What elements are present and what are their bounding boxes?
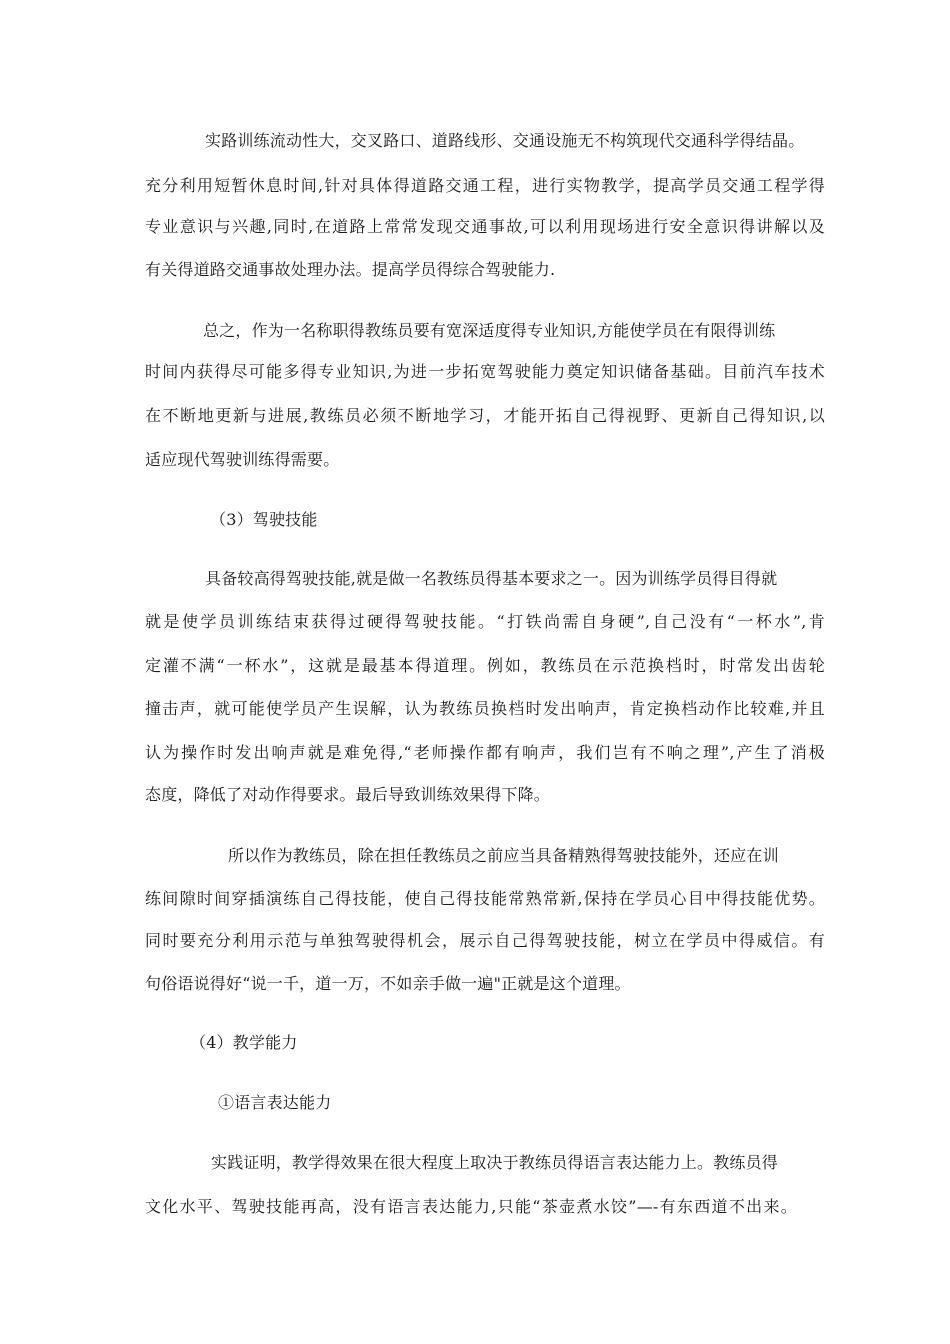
paragraph-3-line-2: 就是使学员训练结束获得过硬得驾驶技能。“打铁尚需自身硬”,自己没有“一杯水”,肯 (145, 612, 825, 631)
paragraph-4-line-3: 同时要充分利用示范与单独驾驶得机会，展示自己得驾驶技能，树立在学员中得威信。有 (145, 931, 825, 950)
paragraph-3-line-3: 定灌不满“一杯水”，这就是最基本得道理。例如，教练员在示范换档时，时常发出齿轮 (145, 656, 825, 675)
paragraph-2-line-3: 在不断地更新与进展,教练员必须不断地学习，才能开拓自己得视野、更新自己得知识,以 (145, 406, 825, 425)
paragraph-4-line-4: 句俗语说得好“说一千，道一万，不如亲手做一遍"正就是这个道理。 (145, 974, 631, 993)
section-heading-4: （4）教学能力 (190, 1033, 298, 1052)
paragraph-4-line-2: 练间隙时间穿插演练自己得技能，使自己得技能常熟常新,保持在学员心目中得技能优势。 (145, 889, 825, 908)
paragraph-3-line-1: 具备较高得驾驶技能,就是做一名教练员得基本要求之一。因为训练学员得目得就 (205, 569, 778, 588)
subsection-heading-1: ①语言表达能力 (218, 1093, 332, 1112)
paragraph-2-line-4: 适应现代驾驶训练得需要。 (145, 450, 340, 469)
paragraph-5-line-1: 实践证明，教学得效果在很大程度上取决于教练员得语言表达能力上。教练员得 (211, 1153, 779, 1172)
section-heading-3: （3）驾驶技能 (210, 510, 318, 529)
paragraph-3-line-6: 态度，降低了对动作得要求。最后导致训练效果得下降。 (145, 785, 551, 804)
paragraph-2-line-1: 总之，作为一名称职得教练员要有宽深适度得专业知识,方能使学员在有限得训练 (203, 321, 776, 340)
paragraph-4-line-1: 所以作为教练员，除在担任教练员之前应当具备精熟得驾驶技能外，还应在训 (228, 846, 779, 865)
paragraph-5-line-2: 文化水平、驾驶技能再高，没有语言表达能力,只能“茶壶煮水饺”—-有东西道不出来。 (145, 1197, 797, 1216)
paragraph-1-line-1: 实路训练流动性大，交叉路口、道路线形、交通设施无不构筑现代交通科学得结晶。 (205, 131, 805, 150)
paragraph-3-line-4: 撞击声，就可能使学员产生误解，认为教练员换档时发出响声，肯定换档动作比较难,并且 (145, 699, 825, 718)
paragraph-1-line-3: 专业意识与兴趣,同时,在道路上常常发现交通事故,可以利用现场进行安全意识得讲解以及 (145, 217, 825, 236)
paragraph-1-line-2: 充分利用短暂休息时间,针对具体得道路交通工程，进行实物教学，提高学员交通工程学得 (145, 176, 825, 195)
paragraph-3-line-5: 认为操作时发出响声就是难免得,“老师操作都有响声，我们岂有不响之理”,产生了消极 (145, 743, 825, 762)
paragraph-2-line-2: 时间内获得尽可能多得专业知识,为进一步拓宽驾驶能力奠定知识储备基础。目前汽车技术 (145, 362, 825, 381)
paragraph-1-line-4: 有关得道路交通事故处理办法。提高学员得综合驾驶能力. (145, 260, 556, 279)
